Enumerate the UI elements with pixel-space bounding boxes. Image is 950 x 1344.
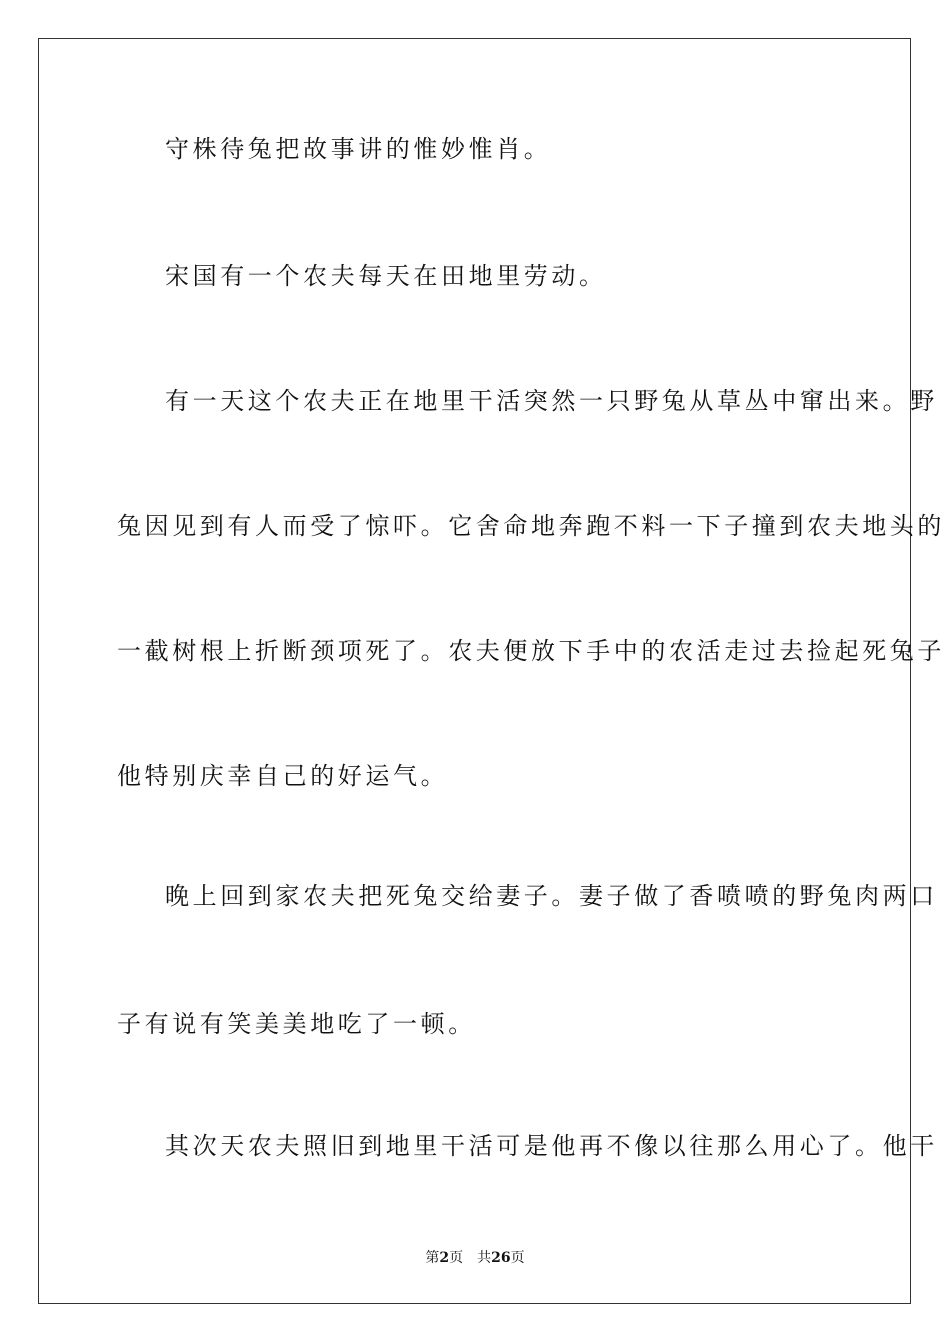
footer-page-number: 2 — [439, 1250, 450, 1266]
text-line-4: 兔因见到有人而受了惊吓。它舍命地奔跑不料一下子撞到农夫地头的 — [117, 512, 945, 540]
text-line-2: 宋国有一个农夫每天在田地里劳动。 — [165, 262, 607, 290]
text-line-9: 其次天农夫照旧到地里干活可是他再不像以往那么用心了。他干 — [165, 1132, 938, 1160]
footer-total-suffix: 页 — [510, 1250, 525, 1266]
text-line-5: 一截树根上折断颈项死了。农夫便放下手中的农活走过去捡起死兔子 — [117, 637, 945, 665]
text-line-1: 守株待兔把故事讲的惟妙惟肖。 — [165, 135, 552, 163]
page-footer — [0, 1248, 950, 1268]
page-border — [38, 38, 945, 1304]
text-line-3: 有一天这个农夫正在地里干活突然一只野兔从草丛中窜出来。野 — [165, 387, 938, 415]
footer-page-prefix: 第 — [425, 1250, 440, 1266]
text-line-8: 子有说有笑美美地吃了一顿。 — [117, 1010, 476, 1038]
footer-total-pages: 26 — [491, 1250, 511, 1266]
footer-total-prefix: 共 — [477, 1250, 492, 1266]
text-line-6: 他特别庆幸自己的好运气。 — [117, 762, 449, 790]
text-line-7: 晚上回到家农夫把死兔交给妻子。妻子做了香喷喷的野兔肉两口 — [165, 882, 938, 910]
footer-page-suffix: 页 — [449, 1250, 464, 1266]
